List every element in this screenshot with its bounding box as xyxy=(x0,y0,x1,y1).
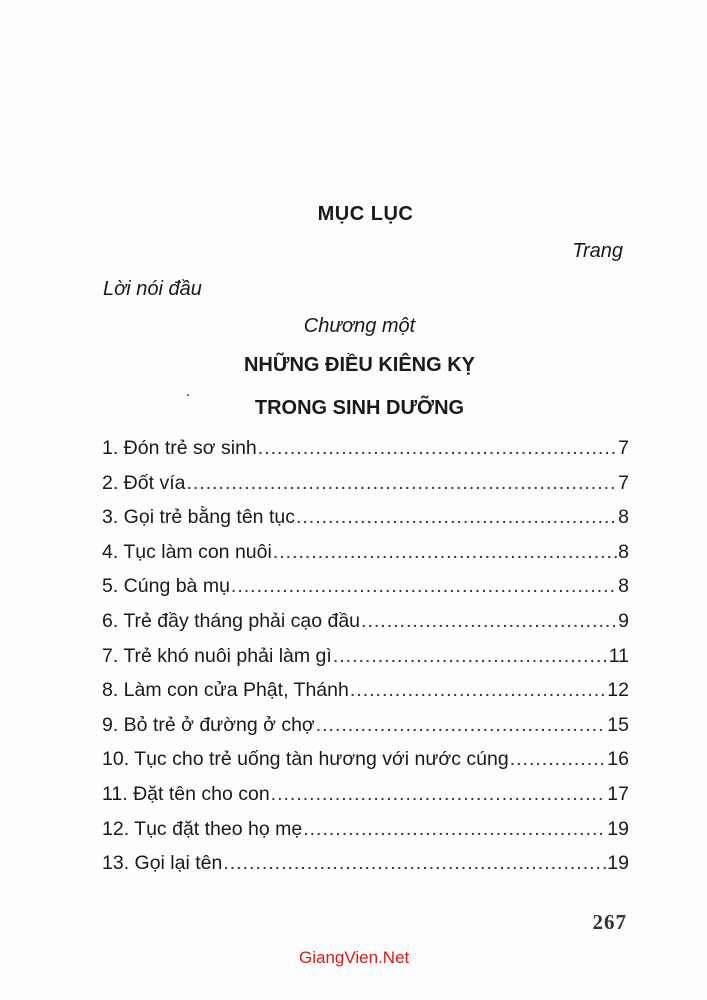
toc-entry-label: 4. Tục làm con nuôi xyxy=(102,540,272,563)
toc-entry-label: 11. Đặt tên cho con xyxy=(102,782,270,805)
toc-entry-page: 11 xyxy=(608,644,629,667)
toc-entry xyxy=(102,645,629,680)
toc-entry-label: 10. Tục cho trẻ uống tàn hương với nước cúng xyxy=(102,748,509,771)
toc-entry-label: 9. Bỏ trẻ ở đường ở chợ xyxy=(102,713,315,736)
toc-entry-label: 2. Đốt vía xyxy=(102,471,186,494)
dot-leader xyxy=(231,575,617,598)
toc-entry-label: 6. Trẻ đầy tháng phải cạo đầu xyxy=(102,609,361,632)
toc-heading: MỤC LỤC xyxy=(317,203,414,225)
dot-leader xyxy=(333,645,608,668)
toc-entry xyxy=(102,610,629,645)
chapter-title-line-2: TRONG SINH DƯỠNG xyxy=(254,397,465,419)
toc-entry xyxy=(102,748,629,783)
toc-entry xyxy=(102,506,629,541)
dot-leader xyxy=(316,714,607,737)
page-number: 267 xyxy=(592,910,627,934)
toc-entry xyxy=(102,714,629,749)
toc-entry-label: 1. Đón trẻ sơ sinh xyxy=(102,437,257,459)
toc-entry-page: 16 xyxy=(607,748,629,771)
dot-leader xyxy=(303,818,606,841)
toc-entry-page: 12 xyxy=(607,679,629,702)
chapter-label: Chương một xyxy=(303,315,416,337)
toc-entry xyxy=(102,679,629,714)
toc-entry xyxy=(102,437,629,472)
toc-entry xyxy=(102,541,629,576)
toc-entry-page: 8 xyxy=(618,540,629,563)
dot-leader xyxy=(223,852,606,875)
page-column-label: Trang xyxy=(572,240,623,262)
toc-entry-label: 3. Gọi trẻ bằng tên tục xyxy=(102,506,295,529)
toc-entry-page: 8 xyxy=(618,506,629,529)
dot-leader xyxy=(273,541,617,564)
dot-leader xyxy=(186,472,617,495)
toc-entry-page: 15 xyxy=(607,713,629,736)
dot-leader xyxy=(258,437,617,460)
toc-entry-page: 8 xyxy=(618,575,629,598)
toc-entry-label: 13. Gọi lại tên xyxy=(102,852,223,875)
toc-entry-page: 17 xyxy=(607,782,629,805)
toc-entry xyxy=(102,472,629,507)
toc-entry xyxy=(102,575,629,610)
scan-speck xyxy=(187,394,189,396)
toc-list xyxy=(102,437,629,887)
toc-entry-page: 7 xyxy=(618,437,629,459)
toc-entry-page: 19 xyxy=(607,817,629,840)
dot-leader xyxy=(361,610,617,633)
dot-leader xyxy=(510,748,607,771)
toc-entry-label: 12. Tục đặt theo họ mẹ xyxy=(102,817,303,840)
toc-entry-page: 7 xyxy=(618,471,629,494)
toc-entry-label: 8. Làm con cửa Phật, Thánh xyxy=(102,679,349,702)
toc-entry-label: 5. Cúng bà mụ xyxy=(102,575,230,598)
toc-entry-label: 7. Trẻ khó nuôi phải làm gì xyxy=(102,644,332,667)
toc-entry-page: 19 xyxy=(607,852,629,875)
toc-entry xyxy=(102,852,629,887)
dot-leader xyxy=(296,506,617,529)
chapter-title-line-1: NHỮNG ĐIỀU KIÊNG KỴ xyxy=(243,354,476,376)
preface-entry: Lời nói đầu xyxy=(103,278,202,300)
toc-entry xyxy=(102,818,629,853)
dot-leader xyxy=(271,783,607,806)
watermark-text: GiangVien.Net xyxy=(299,948,410,967)
toc-entry xyxy=(102,783,629,818)
toc-entry-page: 9 xyxy=(618,609,629,632)
dot-leader xyxy=(350,679,606,702)
